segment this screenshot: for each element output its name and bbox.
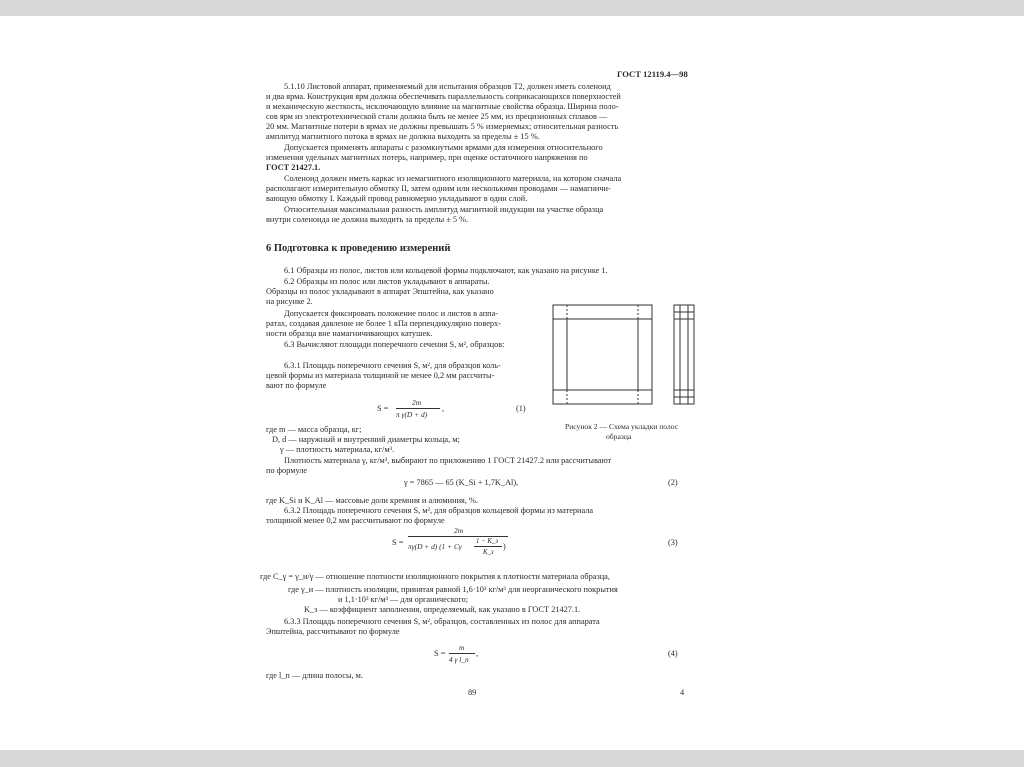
fraction-bar <box>396 408 440 409</box>
text-line: Соленоид должен иметь каркас из немагнитного изоляционного материала, на котором сначала <box>284 174 622 183</box>
formula-comma: , <box>442 404 445 413</box>
formula-expression: γ = 7865 — 65 (K_Si + 1,7K_Al), <box>404 478 519 487</box>
text-line: 20 мм. Магнитные потери в ярмах не должны превышать 5 % измеряемых; относительная разность <box>266 122 619 131</box>
formula-denominator: π γ(D + d) <box>396 410 428 419</box>
formula-numerator: m <box>459 643 465 652</box>
where-line: где m — масса образца, кг; <box>266 425 362 434</box>
formula-lhs: S = <box>434 649 446 658</box>
text-line: ности образца вне намагничивающих катушек. <box>266 329 433 338</box>
formula-lhs: S = <box>392 538 404 547</box>
formula-inner-denominator: K_з <box>483 549 494 556</box>
text-line: изменения удельных магнитных потерь, например, при оценке остаточного напряжения по <box>266 153 588 162</box>
where-line: γ — плотность материала, кг/м³. <box>280 445 395 454</box>
bottom-gray-strip <box>0 750 1024 767</box>
formula-number: (1) <box>516 404 526 413</box>
top-gray-strip <box>0 0 1024 16</box>
standard-number: ГОСТ 12119.4—98 <box>617 69 688 79</box>
fraction-bar <box>449 653 475 654</box>
text-line: 6.3.3 Площадь поперечного сечения S, м², образцов, составленных из полос для аппарата <box>284 617 600 626</box>
page-number-left: 89 <box>468 688 477 697</box>
document-page <box>236 60 782 708</box>
formula-inner-numerator: 1 − K_з <box>476 538 498 545</box>
formula-denominator: 4 γ l_п <box>449 655 469 664</box>
formula-comma: , <box>476 649 479 658</box>
text-line: 6.2 Образцы из полос или листов укладывают в аппараты. <box>284 277 490 286</box>
text-line: 5.1.10 Листовой аппарат, применяемый для испытания образцов Т2, должен иметь соленоид <box>284 82 611 91</box>
text-line: ратах, создавая давление не более 1 кПа перпендикулярно поверх- <box>266 319 501 328</box>
text-line: на рисунке 2. <box>266 297 313 306</box>
text-line: 6.1 Образцы из полос, листов или кольцевой формы подключают, как указано на рисунке 1. <box>284 266 608 275</box>
text-line: внутри соленоида не должна выходить за пределы ± 5 %. <box>266 215 469 224</box>
formula-denominator: πγ(D + d) (1 + Cγ <box>408 542 462 551</box>
text-line: Образцы из полос укладывают в аппарат Эпштейна, как указано <box>266 287 494 296</box>
text-line: и механическую жесткость, исключающую влияние на магнитные свойства образца. Ширина поло- <box>266 102 619 111</box>
formula-numerator: 2m <box>454 526 464 535</box>
text-line: по формуле <box>266 466 308 475</box>
text-line: Допускается применять аппараты с разомкнутыми ярмами для измерения относительного <box>284 143 603 152</box>
text-line: Плотность материала γ, кг/м³, выбирают по приложению 1 ГОСТ 21427.2 или рассчитывают <box>284 456 612 465</box>
text-line: Допускается фиксировать положение полос и листов в аппа- <box>284 309 499 318</box>
formula-lhs: S = <box>377 404 389 413</box>
epstein-frame-figure <box>552 304 698 416</box>
text-line: Относительная максимальная разность амплитуд магнитной индукции на участке образца <box>284 205 604 214</box>
where-line: где γ_и — плотность изоляции, принятая равной 1,6·10³ кг/м³ для неорганического покрытия <box>288 585 618 594</box>
text-line: 6.3.2 Площадь поперечного сечения S, м², для образцов кольцевой формы из материала <box>284 506 594 515</box>
where-line: D, d — наружный и внутренний диаметры кольца, м; <box>272 435 460 444</box>
text-line: сов ярм из электротехнической стали должна быть не менее 25 мм, из прецизионных сплавов — <box>266 112 608 121</box>
where-line: и 1,1·10³ кг/м³ — для органического; <box>338 595 469 604</box>
formula-numerator: 2m <box>412 398 422 407</box>
text-line: 6.3.1 Площадь поперечного сечения S, м², для образцов коль- <box>284 361 501 370</box>
page-number-right: 4 <box>680 688 685 697</box>
text-line: 6.3 Вычисляют площади поперечного сечения S, м², образцов: <box>284 340 505 349</box>
inner-fraction-bar <box>474 546 502 547</box>
where-line: где C_γ = γ_и/γ — отношение плотности изоляционного покрытия к плотности материала образца, <box>260 572 610 581</box>
where-line: где l_п — длина полосы, м. <box>266 671 364 680</box>
text-line: Эпштейна, рассчитывают по формуле <box>266 627 400 636</box>
section-heading: 6 Подготовка к проведению измерений <box>266 243 451 254</box>
text-line: где K_Si и K_Al — массовые доли кремния и алюминия, %. <box>266 496 478 505</box>
text-line: и два ярма. Конструкция ярм должна обеспечивать параллельность соприкасающихся поверхностей <box>266 92 621 101</box>
text-line: толщиной менее 0,2 мм рассчитывают по формуле <box>266 516 445 525</box>
text-line: цевой формы из материала толщиной не менее 0,2 мм рассчиты- <box>266 371 495 380</box>
text-line: ГОСТ 21427.1. <box>266 163 321 172</box>
text-line: располагают измерительную обмотку II, затем одним или несколькими проводами — намагничи- <box>266 184 611 193</box>
text-line: вающую обмотку I. Каждый провод равномерно укладывают в один слой. <box>266 194 528 203</box>
formula-number: (3) <box>668 538 678 547</box>
figure-caption: образца <box>606 432 632 441</box>
text-line: амплитуд магнитного потока в ярмах не должна выходить за пределы ± 15 %. <box>266 132 540 141</box>
text-line: вают по формуле <box>266 381 327 390</box>
formula-number: (2) <box>668 478 678 487</box>
formula-number: (4) <box>668 649 678 658</box>
figure-caption: Рисунок 2 — Схема укладки полос <box>565 422 679 431</box>
where-line: K_з — коэффициент заполнения, определяемый, как указано в ГОСТ 21427.1. <box>304 605 581 614</box>
formula-close-paren: ) <box>503 542 506 551</box>
